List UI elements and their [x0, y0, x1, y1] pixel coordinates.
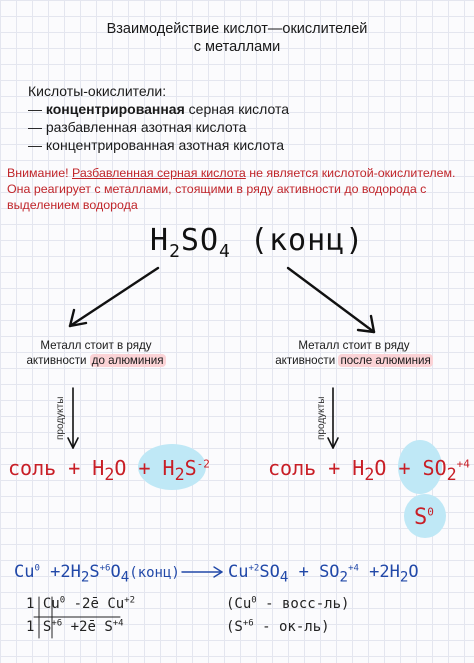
warning-text: не является кислотой-окислителем. Она реагирует с металлами, стоящими в ряду активности до водорода с выделением водорода — [7, 166, 456, 212]
reaction-equation-right: $Cu^{+2}SO_4 + SO_2^{+4} +2H_2O$ — [228, 562, 419, 586]
sulfur-product: $S^0$ — [414, 505, 434, 530]
warning-underlined: Разбавленная серная кислота — [71, 166, 246, 180]
balance-row-2: 1 $S^{+6}$ +2ē $S^{+4}$ — [26, 618, 124, 635]
list-bold-text: концентрированная — [45, 101, 185, 117]
title-line-1: Взаимодействие кислот—окислителей — [106, 21, 368, 37]
left-case-highlight: до алюминия — [91, 354, 164, 367]
list-dash: — — [28, 137, 42, 153]
list-dash: — — [28, 119, 42, 135]
left-arrow — [70, 268, 158, 326]
sulfuric-acid-formula: $H_2SO_4$ (конц) — [150, 223, 365, 262]
right-products-equation: соль + $H_2O + SO_2^{+4}$ — [268, 456, 470, 484]
left-products-label: продукты — [55, 396, 66, 440]
right-case-text: Металл стоит в ряду активности после алюминия — [275, 339, 431, 367]
list-text: серная кислота — [184, 101, 290, 117]
left-products-equation: соль + $H_2O + H_2S^{-2}$ — [8, 456, 210, 484]
balance-row-1: 1 Cu$^0$ -2ē $Cu^{+2}$ — [26, 595, 136, 612]
list-dash: — — [28, 101, 42, 117]
list-text: разбавленная азотная кислота — [45, 119, 247, 135]
right-case-highlight: после алюминия — [340, 354, 431, 367]
right-products-label: продукты — [316, 396, 327, 440]
title-line-2: с металлами — [193, 39, 281, 55]
warning-prefix: Внимание! — [7, 166, 72, 180]
right-arrow — [288, 268, 374, 332]
reaction-equation-left: $Cu^0$ $+2H_2S^{+6}O_4(конц)$ — [14, 562, 180, 586]
list-text: концентрированная азотная кислота — [45, 137, 285, 153]
balance-note-1: (Cu$^0$ - восс-ль) — [226, 595, 350, 612]
balance-note-2: $(S^{+6} - ок-ль)$ — [226, 618, 330, 635]
oxidizing-acids-heading: Кислоты-окислители: — [28, 83, 167, 99]
left-case-text: Металл стоит в ряду активности до алюминия — [26, 339, 164, 367]
